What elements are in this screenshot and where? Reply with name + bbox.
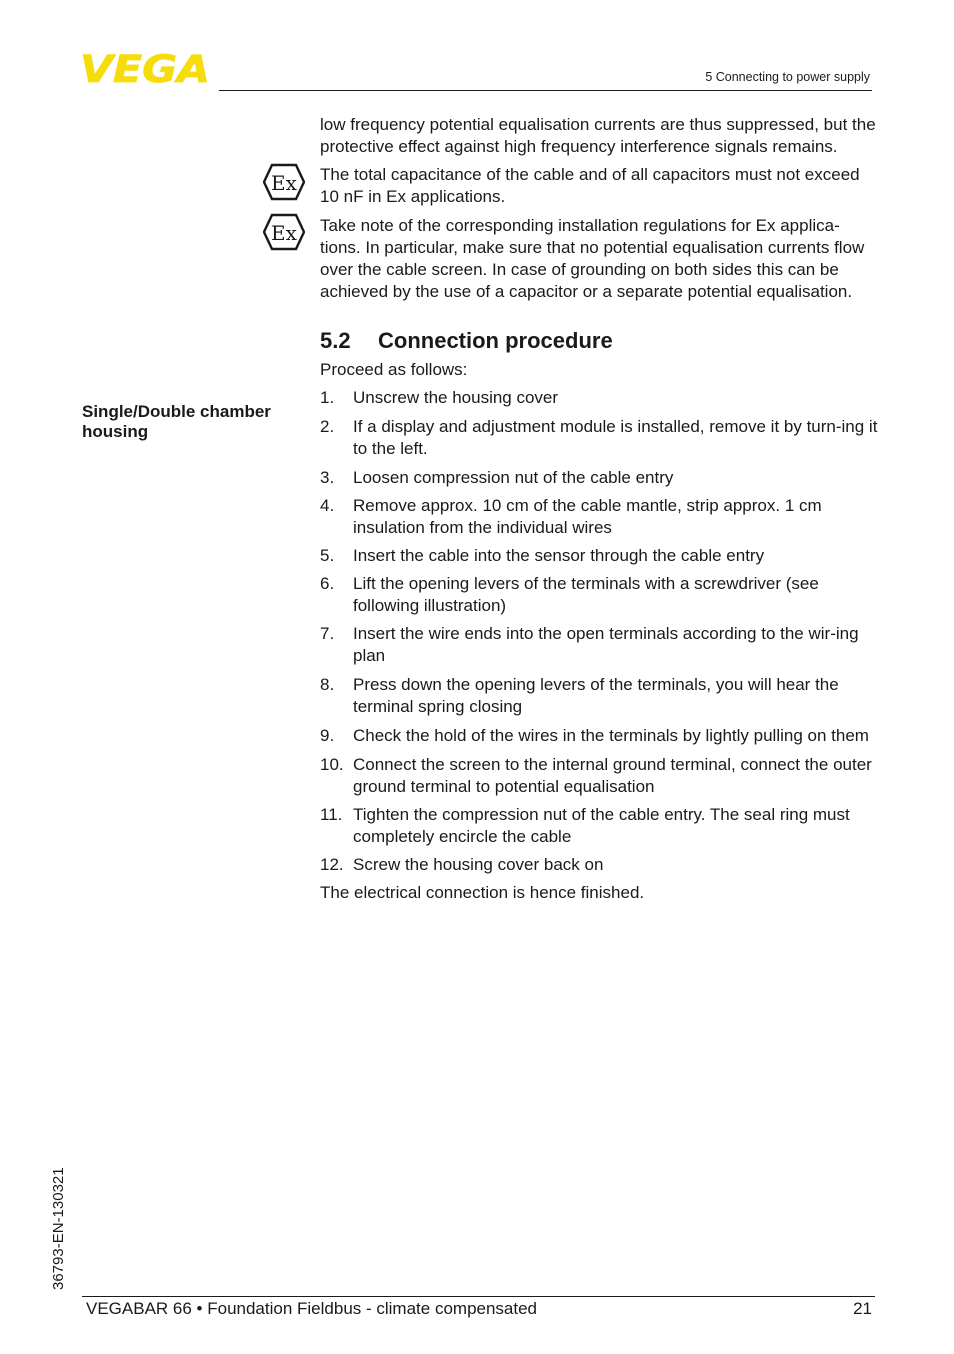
step-item: 6. Lift the opening levers of the terminals with a screwdriver (see following illustration) <box>320 574 819 615</box>
step-item: 12. Screw the housing cover back on <box>320 855 604 874</box>
step-item: 7. Insert the wire ends into the open terminals according to the wir-ing plan <box>320 624 859 665</box>
step-item: 3. Loosen compression nut of the cable entry <box>320 468 674 487</box>
step-item: 1. Unscrew the housing cover <box>320 388 559 407</box>
step-item: 10. Connect the screen to the internal ground terminal, connect the outer ground terminal to potential equalisation <box>320 755 872 796</box>
procedure-lead: Proceed as follows: <box>320 360 468 379</box>
ex-note-text: Take note of the corresponding installation regulations for Ex applica-tions. In particular, make sure that no potential equalisation currents flow over the cable screen. In case of grounding on both sides this can be achieved by the use of a capacitor or a separate potential equalisation. <box>320 216 865 301</box>
procedure-steps <box>320 387 880 876</box>
ex-icon <box>263 163 305 201</box>
ex-note-text: The total capacitance of the cable and of all capacitors must not exceed 10 nF in Ex applications. <box>320 165 860 206</box>
svg-text:VEGA: VEGA <box>80 52 210 84</box>
ex-icon <box>263 213 305 251</box>
footer-rule <box>82 1296 875 1297</box>
side-label: Single/Double chamber housing <box>82 402 271 441</box>
svg-text:Ex: Ex <box>271 171 297 195</box>
step-item: 4. Remove approx. 10 cm of the cable mantle, strip approx. 1 cm insulation from the individual wires <box>320 496 822 537</box>
vega-logo <box>80 52 212 84</box>
step-item: 8. Press down the opening levers of the terminals, you will hear the terminal spring closing <box>320 675 839 716</box>
step-item: 5. Insert the cable into the sensor through the cable entry <box>320 546 765 565</box>
svg-text:Ex: Ex <box>271 221 297 245</box>
section-number: 5.2 <box>320 328 351 353</box>
intro-continuation: low frequency potential equalisation currents are thus suppressed, but the protective effect against high frequency interference signals remains. <box>320 115 876 156</box>
step-item: 11. Tighten the compression nut of the cable entry. The seal ring must completely encircle the cable <box>320 805 850 846</box>
header-rule <box>219 90 872 91</box>
main-column <box>271 114 880 904</box>
running-header: 5 Connecting to power supply <box>705 70 870 84</box>
document-id: 36793-EN-130321 <box>50 1167 67 1290</box>
procedure-closing: The electrical connection is hence finished. <box>320 883 645 902</box>
page-number: 21 <box>853 1299 872 1318</box>
ex-note-1 <box>271 164 880 208</box>
step-item: 9. Check the hold of the wires in the terminals by lightly pulling on them <box>320 726 869 745</box>
ex-note-2 <box>271 215 880 303</box>
section-heading <box>320 327 880 355</box>
footer-title: VEGABAR 66 • Foundation Fieldbus - climate compensated <box>86 1299 538 1318</box>
section-title: Connection procedure <box>378 328 613 353</box>
step-item: 2. If a display and adjustment module is installed, remove it by turn-ing it to the left. <box>320 417 878 458</box>
